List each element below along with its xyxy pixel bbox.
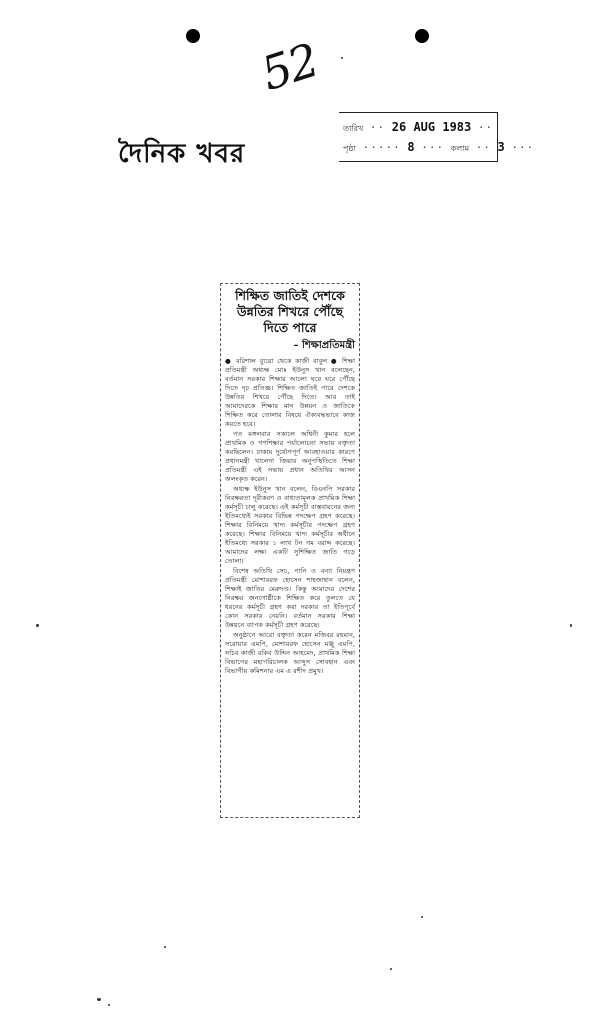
stamp-page-row: পৃষ্ঠা ····· 8 ··· কলাম ·· 3 ··· xyxy=(343,140,535,154)
article-paragraph: বিশেষ অতিথি সেচ, পানি ও বন্যা নিয়ন্ত্রণ প্রতিমন্ত্রী মোশাররফ হোসেন শাহজাহান বলেন, শিক্ষাই জাতির মেরুদণ্ড। কিন্তু আমাদের দেশের নিরক্ষর জনগোষ্ঠীকে শিক্ষিত করে তুলতে যে ধরনের কর্মসূচী গ্রহণ করা দরকার তা ইতিপূর্বে কোন সরকার নেয়নি। বর্তমান সরকার শিক্ষা উন্নয়নে ব্যাপক কর্মসূচী গ্রহণ করেছে। xyxy=(225,567,355,629)
scan-speck xyxy=(36,624,39,627)
article-body xyxy=(225,357,355,676)
punch-hole-right xyxy=(415,29,429,43)
stamp-column-label: কলাম xyxy=(450,144,470,153)
scan-speck xyxy=(341,57,343,59)
archive-stamp xyxy=(339,112,535,162)
punch-hole-left xyxy=(186,29,200,43)
stamp-date-label: তারিখ xyxy=(343,124,364,133)
stamp-date-row: তারিখ ·· 26 AUG 1983 ·· xyxy=(343,120,494,134)
stamp-page-value: 8 xyxy=(407,140,415,154)
scan-speck xyxy=(421,916,423,918)
article-paragraph: অনুষ্ঠানে আরো বক্তৃতা করেন মজিবর রহমান, সরোয়ার এমপি, মোশাররফ হোসেন মঞ্জু এমপি, সচিব কাজী রকিব উদ্দিন আহমেদ, প্রাথমিক শিক্ষা বিভাগের মহাপরিচালক আব্দুস সোবহান এবং বিভাগীয় কমিশনার এম এ রশীদ প্রমুখ। xyxy=(225,631,355,675)
article-headline: শিক্ষিত জাতিই দেশকে উন্নতির শিখরে পৌঁছে দিতে পারে xyxy=(235,288,345,335)
newspaper-masthead: দৈনিক খবর xyxy=(118,139,246,169)
scan-speck xyxy=(164,946,166,948)
article-paragraph: ● বরিশাল ব্যুরো থেকে কাজী বাবুল ● শিক্ষা প্রতিমন্ত্রী অধ্যক্ষ মোঃ ইউনুস খান বলেছেন, বর্তমান সরকার শিক্ষার আলো ঘরে ঘরে পৌঁছে দিতে দৃঢ় প্রতিজ্ঞ। শিক্ষিত জাতিই পারে দেশকে উন্নতির শিখরে পৌঁছে দিতে। আর তাই আমাদেরকে শিক্ষার মান উন্নয়ন ও জাতিকে শিক্ষিত করে তোলার বিষয়ে ঐক্যবদ্ধভাবে কাজ করতে হবে। xyxy=(225,357,355,428)
stamp-column-value: 3 xyxy=(497,140,505,154)
article-byline: – শিক্ষাপ্রতিমন্ত্রী xyxy=(293,340,355,351)
scan-speck xyxy=(108,1004,110,1006)
newspaper-clipping xyxy=(220,283,360,818)
article-paragraph: গত মঙ্গলবার সকালে অশ্বিনী কুমার হলে প্রাথমিক ও গণশিক্ষার পর্যালোচনা সভায় বক্তৃতা করছিলেন। ঢাকায় দুর্যোগপূর্ণ আবহাওয়ার কারণে প্রধানমন্ত্রী খালেদা জিয়ার অনুপস্থিতিতে শিক্ষা প্রতিমন্ত্রী এই সভায় প্রধান অতিথির আসন অলংকৃত করেন। xyxy=(225,430,355,483)
scan-speck xyxy=(570,624,572,627)
scan-speck xyxy=(97,998,101,1001)
stamp-date-value: 26 AUG 1983 xyxy=(391,120,472,134)
article-paragraph: অধ্যক্ষ ইউনুস খান বলেন, বিএনপি সরকার নিরক্ষরতা দূরীকরণ ও বাধ্যতামূলক প্রাথমিক শিক্ষা কর্মসূচী চালু করেছে। এই কর্মসূচী বাস্তবায়নের জন্য ইতিমধ্যেই সরকার বিভিন্ন পদক্ষেপ গ্রহণ করেছে। শিক্ষার বিনিময়ে খাদ্য কর্মসূচীর পদক্ষেপ গ্রহণ করেছে। শিক্ষার বিনিময়ে খাদ্য কর্মসূচীর অধীনে ইতিমধ্যে সরকার ১ লাখ টন গম বরাদ্দ করেছে। আমাদের লক্ষ্য একটি সুশিক্ষিত জাতি গড়ে তোলা। xyxy=(225,485,355,565)
scan-speck xyxy=(390,968,392,970)
handwritten-number: 52 xyxy=(254,32,324,102)
stamp-page-label: পৃষ্ঠা xyxy=(343,144,356,153)
